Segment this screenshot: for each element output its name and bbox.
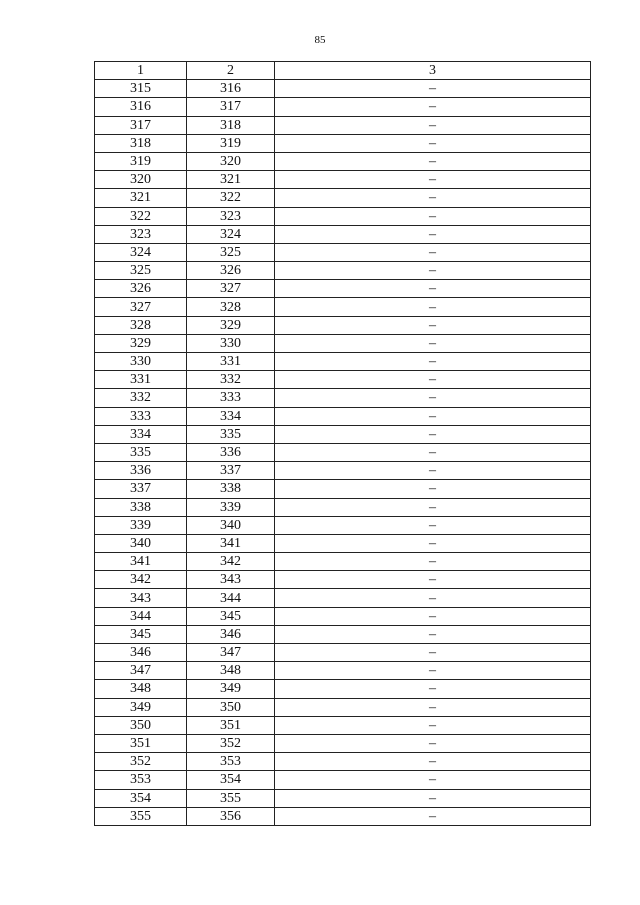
table-cell-col-1: 339 [95,516,187,534]
table-cell-col-1: 322 [95,207,187,225]
table-row [95,625,591,643]
table-row [95,334,591,352]
page-number: 85 [314,34,326,46]
table-cell-col-2: 324 [187,225,275,243]
table-row [95,771,591,789]
table-cell-col-2: 321 [187,171,275,189]
table-cell-col-1: 331 [95,371,187,389]
table-cell-col-1: 320 [95,171,187,189]
table-row [95,171,591,189]
table-cell-col-2: 345 [187,607,275,625]
table-cell-col-2: 346 [187,625,275,643]
table-cell-col-3: – [275,280,591,298]
table-row [95,116,591,134]
table-cell-col-2: 317 [187,98,275,116]
table-cell-col-3: – [275,80,591,98]
table-row [95,644,591,662]
data-table [94,61,591,826]
table-cell-col-3: – [275,189,591,207]
table-cell-col-3: – [275,134,591,152]
table-cell-col-2: 320 [187,152,275,170]
table-cell-col-1: 349 [95,698,187,716]
table-row [95,98,591,116]
table-row [95,134,591,152]
table-cell-col-2: 319 [187,134,275,152]
table-cell-col-1: 315 [95,80,187,98]
table-row [95,462,591,480]
table-cell-col-3: – [275,243,591,261]
table-cell-col-1: 335 [95,443,187,461]
table-cell-col-1: 330 [95,353,187,371]
table-cell-col-3: – [275,662,591,680]
table-row [95,516,591,534]
table-cell-col-1: 348 [95,680,187,698]
table-cell-col-3: – [275,807,591,825]
table-row [95,571,591,589]
table-cell-col-1: 340 [95,534,187,552]
table-cell-col-3: – [275,625,591,643]
table-cell-col-2: 330 [187,334,275,352]
table-row [95,189,591,207]
table-cell-col-1: 351 [95,734,187,752]
table-cell-col-3: – [275,771,591,789]
table-row [95,225,591,243]
table-row [95,589,591,607]
table-row [95,662,591,680]
table-cell-col-2: 337 [187,462,275,480]
table-cell-col-3: – [275,98,591,116]
table-cell-col-3: – [275,443,591,461]
table-row [95,534,591,552]
table-cell-col-1: 347 [95,662,187,680]
table-cell-col-2: 325 [187,243,275,261]
table-cell-col-1: 355 [95,807,187,825]
table-cell-col-3: – [275,225,591,243]
table-cell-col-3: – [275,262,591,280]
column-header-2: 2 [187,62,275,80]
table-cell-col-3: – [275,353,591,371]
table-cell-col-1: 352 [95,753,187,771]
table-header [95,62,591,80]
table-cell-col-3: – [275,716,591,734]
table-cell-col-3: – [275,207,591,225]
table-cell-col-1: 336 [95,462,187,480]
table-cell-col-3: – [275,571,591,589]
table-cell-col-3: – [275,171,591,189]
table-row [95,243,591,261]
table-cell-col-1: 325 [95,262,187,280]
table-cell-col-2: 331 [187,353,275,371]
table-cell-col-2: 344 [187,589,275,607]
table-cell-col-3: – [275,462,591,480]
table-row [95,389,591,407]
table-cell-col-1: 344 [95,607,187,625]
table-cell-col-3: – [275,480,591,498]
column-header-3: 3 [275,62,591,80]
table-cell-col-2: 341 [187,534,275,552]
table-cell-col-3: – [275,698,591,716]
table-cell-col-3: – [275,589,591,607]
table-cell-col-2: 335 [187,425,275,443]
table-row [95,80,591,98]
table-cell-col-2: 336 [187,443,275,461]
table-cell-col-3: – [275,498,591,516]
table-cell-col-3: – [275,334,591,352]
table-cell-col-2: 351 [187,716,275,734]
table-row [95,207,591,225]
table-cell-col-2: 340 [187,516,275,534]
table-cell-col-1: 343 [95,589,187,607]
table-cell-col-3: – [275,298,591,316]
table-cell-col-2: 322 [187,189,275,207]
table-cell-col-1: 338 [95,498,187,516]
table-cell-col-2: 347 [187,644,275,662]
table-cell-col-2: 356 [187,807,275,825]
table-cell-col-3: – [275,607,591,625]
table-cell-col-1: 318 [95,134,187,152]
table-cell-col-1: 317 [95,116,187,134]
table-row [95,753,591,771]
table-row [95,407,591,425]
table-cell-col-2: 318 [187,116,275,134]
table-cell-col-3: – [275,680,591,698]
table-cell-col-1: 332 [95,389,187,407]
table-header-row [95,62,591,80]
table-cell-col-3: – [275,534,591,552]
table-cell-col-1: 354 [95,789,187,807]
table-cell-col-2: 339 [187,498,275,516]
table-cell-col-2: 327 [187,280,275,298]
table-row [95,607,591,625]
table-cell-col-1: 345 [95,625,187,643]
table-row [95,316,591,334]
table-cell-col-3: – [275,316,591,334]
table-cell-col-3: – [275,152,591,170]
table-cell-col-1: 328 [95,316,187,334]
table-cell-col-2: 333 [187,389,275,407]
table-cell-col-2: 326 [187,262,275,280]
table-row [95,353,591,371]
table-cell-col-2: 334 [187,407,275,425]
table-cell-col-3: – [275,553,591,571]
table-body [95,80,591,826]
table-cell-col-2: 332 [187,371,275,389]
table-cell-col-1: 346 [95,644,187,662]
table-cell-col-3: – [275,789,591,807]
table-cell-col-3: – [275,644,591,662]
table-cell-col-3: – [275,116,591,134]
table-cell-col-1: 323 [95,225,187,243]
table-row [95,698,591,716]
table-row [95,280,591,298]
table-cell-col-1: 353 [95,771,187,789]
table-cell-col-3: – [275,371,591,389]
table-cell-col-1: 350 [95,716,187,734]
table-row [95,152,591,170]
table-cell-col-2: 328 [187,298,275,316]
table-row [95,716,591,734]
table-row [95,298,591,316]
table-cell-col-2: 354 [187,771,275,789]
table-cell-col-2: 329 [187,316,275,334]
table-row [95,789,591,807]
table-row [95,734,591,752]
table-row [95,553,591,571]
table-cell-col-1: 334 [95,425,187,443]
table-row [95,480,591,498]
table-cell-col-1: 326 [95,280,187,298]
table-cell-col-2: 323 [187,207,275,225]
table-cell-col-1: 341 [95,553,187,571]
table-cell-col-1: 319 [95,152,187,170]
table-cell-col-1: 342 [95,571,187,589]
table-cell-col-1: 329 [95,334,187,352]
table-cell-col-2: 353 [187,753,275,771]
table-row [95,262,591,280]
table-cell-col-1: 321 [95,189,187,207]
table-row [95,498,591,516]
table-row [95,680,591,698]
table-cell-col-2: 352 [187,734,275,752]
table-cell-col-2: 349 [187,680,275,698]
table-cell-col-3: – [275,516,591,534]
table-cell-col-2: 348 [187,662,275,680]
table-cell-col-2: 338 [187,480,275,498]
table-cell-col-2: 343 [187,571,275,589]
table-cell-col-3: – [275,753,591,771]
table-cell-col-3: – [275,389,591,407]
table-cell-col-2: 316 [187,80,275,98]
table-row [95,807,591,825]
table-cell-col-2: 355 [187,789,275,807]
table-cell-col-1: 316 [95,98,187,116]
table-cell-col-1: 327 [95,298,187,316]
table-cell-col-1: 324 [95,243,187,261]
table-cell-col-2: 350 [187,698,275,716]
column-header-1: 1 [95,62,187,80]
table-row [95,443,591,461]
table-cell-col-1: 333 [95,407,187,425]
table-cell-col-1: 337 [95,480,187,498]
table-row [95,371,591,389]
table-cell-col-3: – [275,425,591,443]
table-cell-col-2: 342 [187,553,275,571]
table-cell-col-3: – [275,407,591,425]
table-row [95,425,591,443]
table-cell-col-3: – [275,734,591,752]
